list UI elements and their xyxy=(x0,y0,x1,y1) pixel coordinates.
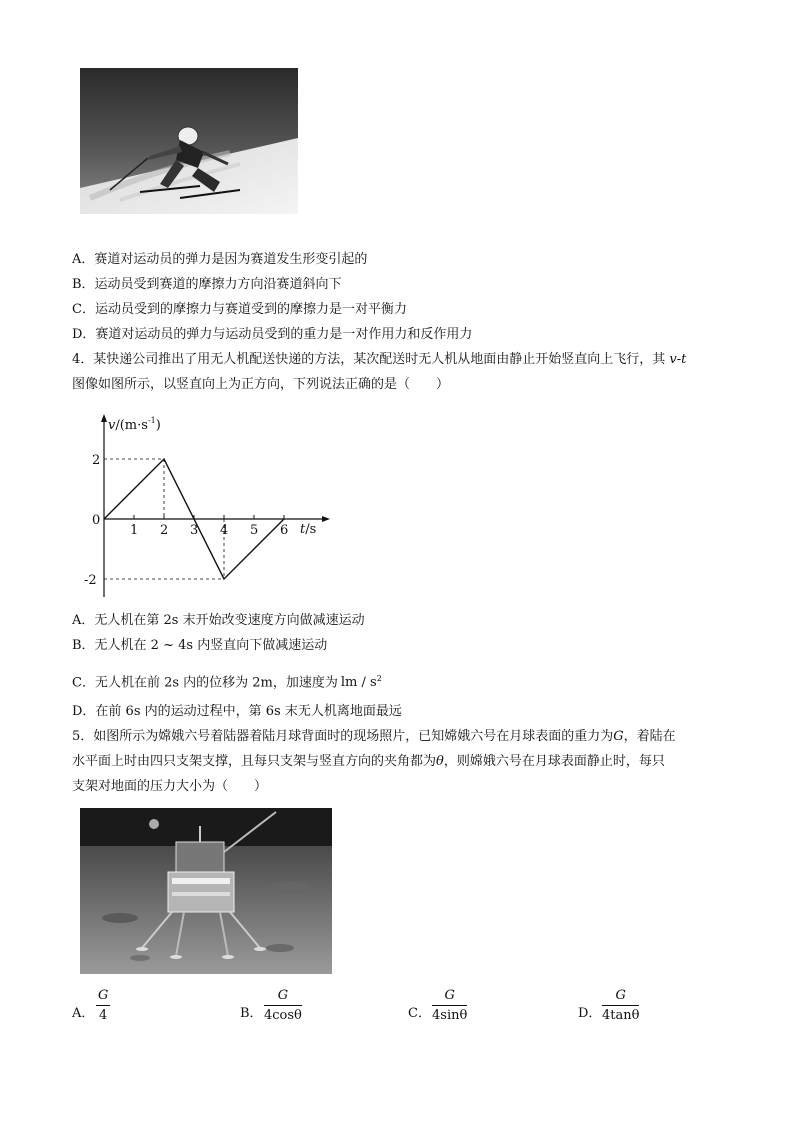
y-tick-label-pos: 2 xyxy=(92,453,101,468)
q5-stem-line3: 支架对地面的压力大小为（ ） xyxy=(72,779,268,794)
x-tick-label: 5 xyxy=(250,523,259,538)
q5-stem-line1 xyxy=(72,728,676,746)
lander-photo xyxy=(80,808,332,974)
q4-stem-text: 4．某快递公司推出了用无人机配送快递的方法，某次配送时无人机从地面由静止开始竖直向上飞行，其 xyxy=(72,352,666,367)
x-axis-arrow xyxy=(322,516,330,522)
q4-option-c-text: C．无人机在前 2s 内的位移为 2m，加速度为 xyxy=(72,675,338,691)
q5-option-d-denominator: 4tanθ xyxy=(602,1008,640,1023)
q5-option-c-label: C． xyxy=(408,1006,431,1021)
q5-option-a-numerator: G xyxy=(98,988,109,1003)
q5-option-d-fraction xyxy=(602,988,639,1023)
x-tick-label: 1 xyxy=(130,523,139,538)
q3-option-c: C．运动员受到的摩擦力与赛道受到的摩擦力是一对平衡力 xyxy=(72,302,407,317)
q5-option-b-denominator: 4cosθ xyxy=(264,1008,302,1023)
x-axis-label-t: t xyxy=(300,522,306,537)
y-tick-label-neg: -2 xyxy=(84,573,97,588)
q4-option-c-sup: 2 xyxy=(376,674,382,683)
q5-stem-text-b: ，着陆在 xyxy=(623,729,676,744)
vt-chart xyxy=(86,412,336,602)
q5-option-c-fraction xyxy=(432,988,467,1023)
q5-stem-text-a: 5．如图所示为嫦娥六号着陆器着陆月球背面时的现场照片，已知嫦娥六号在月球表面的重力为 xyxy=(72,729,614,744)
q4-option-d: D．在前 6s 内的运动过程中，第 6s 末无人机离地面最远 xyxy=(72,704,402,719)
q3-option-d: D．赛道对运动员的弹力与运动员受到的重力是一对作用力和反作用力 xyxy=(72,327,473,342)
y-axis-label xyxy=(108,416,161,433)
q3-option-b: B．运动员受到赛道的摩擦力方向沿赛道斜向下 xyxy=(72,277,342,292)
q4-option-b: B．无人机在 2 ~ 4s 内竖直向下做减速运动 xyxy=(72,638,328,653)
q4-option-c xyxy=(72,670,382,692)
origin-label: 0 xyxy=(92,513,101,528)
vt-chart-svg xyxy=(86,412,336,602)
q3-option-a: A．赛道对运动员的弹力是因为赛道发生形变引起的 xyxy=(72,252,368,267)
q4-stem-line1 xyxy=(72,351,686,369)
x-tick-label: 4 xyxy=(220,523,229,538)
y-axis-label-exp: -1 xyxy=(147,416,156,425)
q5-option-d-numerator: G xyxy=(615,988,626,1003)
q5-stem-theta: θ xyxy=(436,754,444,769)
q5-option-b-numerator: G xyxy=(277,988,289,1003)
q4-option-a: A．无人机在第 2s 末开始改变速度方向做减速运动 xyxy=(72,613,365,628)
q5-option-d-label: D． xyxy=(578,1006,602,1021)
q5-stem-text-c: 水平面上时由四只支架支撑，且每只支架与竖直方向的夹角都为 xyxy=(72,754,437,769)
q5-stem-text-d: ，则嫦娥六号在月球表面静止时，每只 xyxy=(443,754,665,769)
x-axis-label-unit: /s xyxy=(305,522,317,537)
x-tick-label: 6 xyxy=(280,523,289,538)
q5-option-a-denominator: 4 xyxy=(99,1008,108,1023)
y-axis-label-unit: /(m·s xyxy=(115,418,148,433)
q5-stem-line2 xyxy=(72,753,665,771)
q5-option-c-denominator: 4sinθ xyxy=(432,1008,468,1023)
q4-stem-line2: 图像如图所示，以竖直向上为正方向，下列说法正确的是（ ） xyxy=(72,377,450,392)
q4-stem-vt: v-t xyxy=(669,352,687,367)
q5-option-b-label: B． xyxy=(240,1006,263,1021)
q5-option-b-fraction xyxy=(264,988,302,1023)
y-axis-label-v: v xyxy=(108,418,116,433)
q5-option-c-numerator: G xyxy=(444,988,455,1003)
x-tick-label: 2 xyxy=(160,523,169,538)
q5-option-a-label: A． xyxy=(72,1006,95,1021)
y-axis-arrow xyxy=(101,414,107,422)
x-axis-label xyxy=(300,522,316,537)
q5-option-a-fraction xyxy=(96,988,110,1023)
q5-stem-g: G xyxy=(613,729,624,744)
x-tick-label: 3 xyxy=(190,523,199,538)
y-axis-label-close: ) xyxy=(155,418,161,433)
skier-photo xyxy=(80,68,298,214)
q4-option-c-value: lm / s xyxy=(340,675,377,691)
